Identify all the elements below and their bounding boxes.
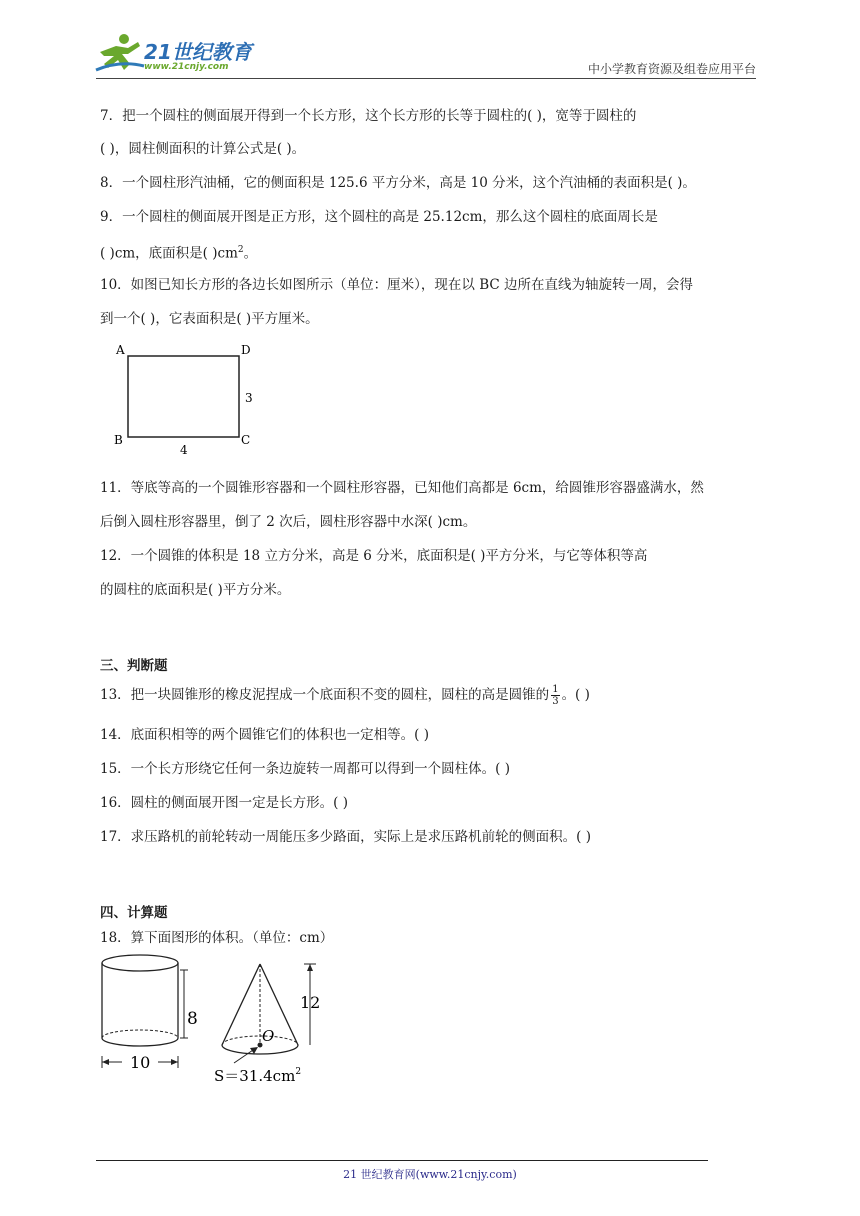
cylinder-diameter-label: 10	[130, 1053, 151, 1072]
logo-url: www.21cnjy.com	[144, 62, 229, 72]
question-11-line-1: 11．等底等高的一个圆锥形容器和一个圆柱形容器，已知他们高都是 6cm，给圆锥形容器盛满水，然	[100, 480, 704, 496]
cone-area-label	[214, 1067, 301, 1085]
cone-center-label: O	[262, 1027, 275, 1045]
question-15: 15．一个长方形绕它任何一条边旋转一周都可以得到一个圆柱体。( )	[100, 761, 511, 777]
footer-divider	[96, 1160, 708, 1161]
cone-area-text: S＝31.4cm	[214, 1067, 296, 1085]
cone-area-arrow	[234, 1047, 258, 1063]
q9-text-b: 。	[243, 245, 258, 262]
rectangle-figure	[110, 340, 270, 460]
q13-text-b: 。( )	[561, 687, 590, 703]
fraction-numerator: 1	[552, 684, 559, 695]
fraction-denominator: 3	[552, 696, 559, 707]
cone-area-sup: 2	[295, 1067, 302, 1077]
section-4-title: 四、计算题	[100, 905, 168, 921]
fraction-one-third	[551, 684, 559, 707]
section-3-title: 三、判断题	[100, 658, 168, 674]
cone-shape	[222, 964, 298, 1054]
question-8: 8．一个圆柱形汽油桶，它的侧面积是 125.6 平方分米，高是 10 分米，这个汽油桶的表面积是( )。	[100, 175, 696, 191]
question-17: 17．求压路机的前轮转动一周能压多少路面，实际上是求压路机前轮的侧面积。( )	[100, 829, 592, 845]
question-11-line-2: 后倒入圆柱形容器里，倒了 2 次后，圆柱形容器中水深( )cm。	[100, 514, 477, 530]
question-12-line-1: 12．一个圆锥的体积是 18 立方分米，高是 6 分米，底面积是( )平方分米，与它等体积等高	[100, 548, 648, 564]
question-7-line-1: 7．把一个圆柱的侧面展开得到一个长方形，这个长方形的长等于圆柱的( )，宽等于圆柱的	[100, 108, 637, 124]
question-9-line-2	[100, 241, 257, 263]
label-B: B	[114, 433, 123, 447]
q13-text-a: 13．把一块圆锥形的橡皮泥捏成一个底面积不变的圆柱，圆柱的高是圆锥的	[100, 687, 550, 703]
question-18: 18．算下面图形的体积。（单位：cm）	[100, 930, 334, 946]
platform-name: 中小学教育资源及组卷应用平台	[587, 62, 756, 76]
label-A: A	[116, 343, 125, 357]
logo-title: 21世纪教育	[144, 40, 252, 64]
cone-height-label: 12	[300, 993, 321, 1012]
question-13	[100, 682, 590, 708]
q9-text-a: ( )cm，底面积是( )cm	[100, 245, 238, 262]
header-logo	[94, 30, 264, 76]
label-D: D	[241, 343, 251, 357]
question-10-line-2: 到一个( )，它表面积是( )平方厘米。	[100, 311, 319, 327]
label-side-4: 4	[180, 443, 188, 457]
question-7-line-2: ( )，圆柱侧面积的计算公式是( )。	[100, 141, 306, 157]
q9-superscript: 2	[237, 245, 244, 255]
question-14: 14．底面积相等的两个圆锥它们的体积也一定相等。( )	[100, 727, 430, 743]
question-10-line-1: 10．如图已知长方形的各边长如图所示（单位：厘米），现在以 BC 边所在直线为轴旋转一周，会得	[100, 277, 694, 293]
footer-text: 21 世纪教育网(www.21cnjy.com)	[343, 1168, 517, 1181]
cylinder-height-label: 8	[187, 1009, 198, 1029]
header-divider	[96, 78, 756, 79]
runner-logo-icon	[94, 30, 146, 76]
rectangle-shape	[128, 356, 239, 437]
question-12-line-2: 的圆柱的底面积是( )平方分米。	[100, 582, 291, 598]
solids-figure	[96, 950, 336, 1090]
cylinder-shape	[102, 955, 178, 1046]
question-16: 16．圆柱的侧面展开图一定是长方形。( )	[100, 795, 349, 811]
label-side-3: 3	[245, 391, 253, 405]
question-9-line-1: 9．一个圆柱的侧面展开图是正方形，这个圆柱的高是 25.12cm，那么这个圆柱的底面周长是	[100, 209, 658, 225]
label-C: C	[241, 433, 251, 447]
